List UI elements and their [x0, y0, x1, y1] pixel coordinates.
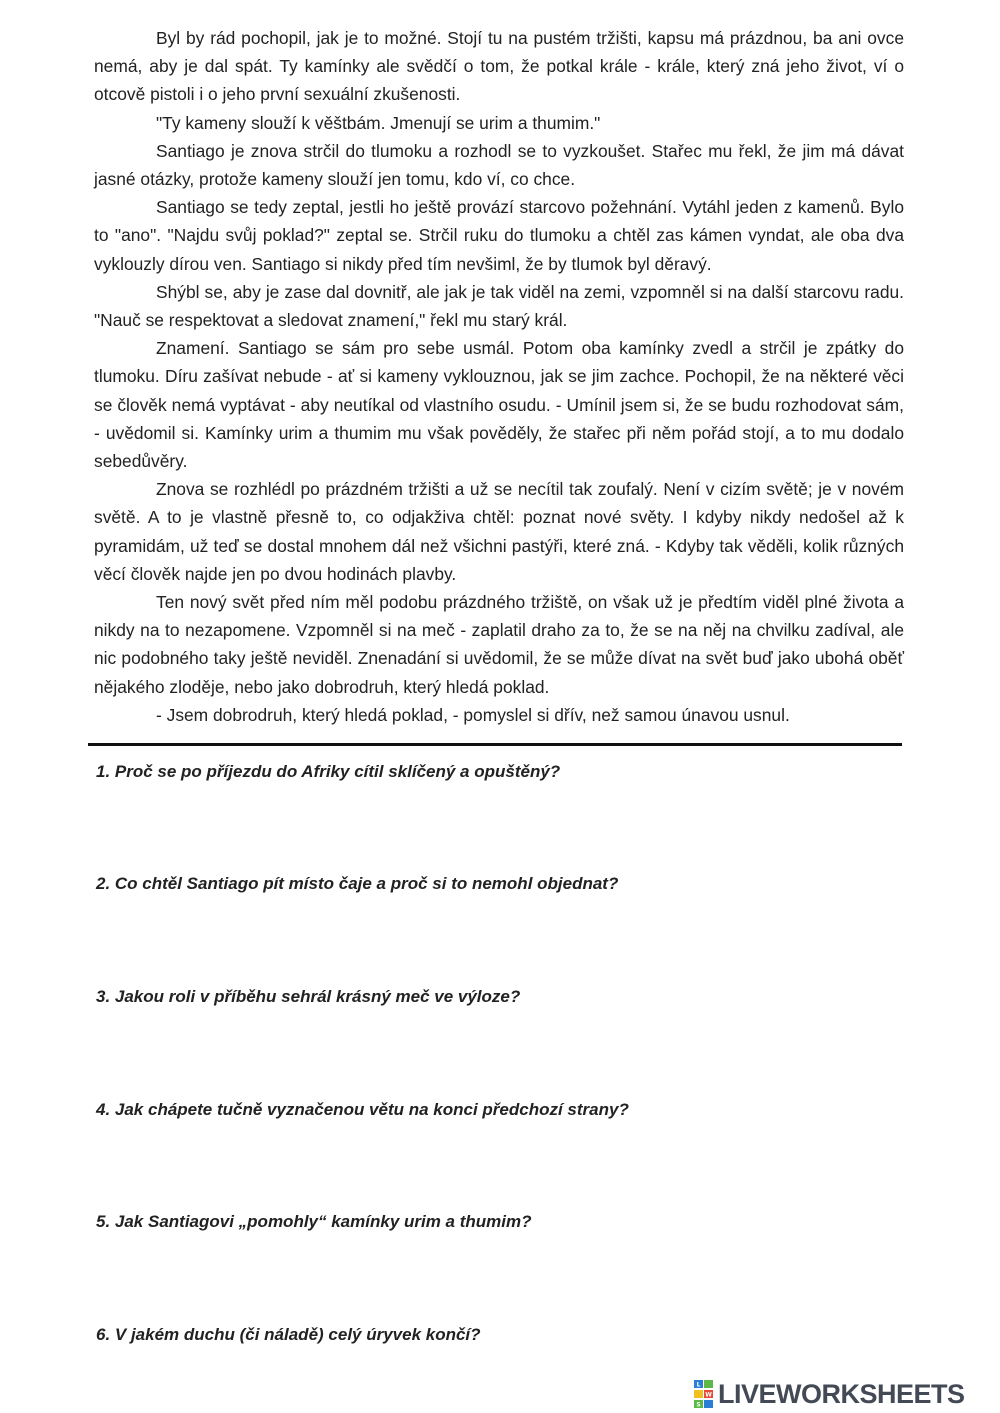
reading-passage: [94, 24, 904, 729]
section-divider: [88, 743, 902, 746]
passage-paragraph: "Ty kameny slouží k věštbám. Jmenují se urim a thumim.": [156, 112, 601, 133]
passage-paragraph: Znamení. Santiago se sám pro sebe usmál. Potom oba kamínky zvedl a strčil je zpátky do tlumoku. Díru zašívat nebude - ať si kameny vyklouznou, jak se jim zachce. Pochopil, že na některé věci se člověk nemá vyptávat - aby neutíkal od vlastního osudu. - Umínil jsem si, že se budu rozhodovat sám, - uvědomil si. Kamínky urim a thumim mu však pověděly, že stařec při něm pořád stojí, a to mu dodalo sebedůvěry.: [94, 338, 904, 472]
question-4: 4. Jak chápete tučně vyznačenou větu na konci předchozí strany?: [96, 1100, 629, 1119]
passage-paragraph: Znova se rozhlédl po prázdném tržišti a už se necítil tak zoufalý. Není v cizím světě; je v novém světě. A to je vlastně přesně to, co odjakživa chtěl: poznat nové světy. I kdyby nikdy nedošel až k pyramidám, už teď se dostal mnohem dál než všichni pastýři, které zná. - Kdyby tak věděli, kolik různých věcí člověk najde jen po dvou hodinách plavby.: [94, 479, 904, 584]
passage-paragraph: Santiago se tedy zeptal, jestli ho ještě provází starcovo požehnání. Vytáhl jeden z kamenů. Bylo to "ano". "Najdu svůj poklad?" zeptal se. Strčil ruku do tlumoku a chtěl zas kámen vyndat, ale oba dva vyklouzly dírou ven. Santiago si nikdy před tím nevšiml, že by tlumok byl děravý.: [94, 197, 904, 274]
passage-paragraph: Santiago je znova strčil do tlumoku a rozhodl se to vyzkoušet. Stařec mu řekl, že jim má dávat jasné otázky, protože kameny slouží jen tomu, kdo ví, co chce.: [94, 140, 904, 190]
liveworksheets-logo-text: LIVEWORKSHEETS: [718, 1378, 965, 1409]
passage-paragraph: Ten nový svět před ním měl podobu prázdného tržiště, on však už je předtím viděl plné života a nikdy na to nezapomene. Vzpomněl si na meč - zaplatil draho za to, že se na něj na chvilku zadíval, ale nic podobného taky ještě neviděl. Znenadání si uvědomil, že se může dívat na svět buď jako ubohá oběť nějakého zloděje, nebo jako dobrodruh, který hledá poklad.: [94, 592, 904, 697]
passage-paragraph: - Jsem dobrodruh, který hledá poklad, - pomyslel si dřív, než samou únavou usnul.: [156, 704, 790, 725]
question-6: 6. V jakém duchu (či náladě) celý úryvek končí?: [96, 1325, 481, 1344]
passage-paragraph: Byl by rád pochopil, jak je to možné. Stojí tu na pustém tržišti, kapsu má prázdnou, ba ani ovce nemá, aby je dal spát. Ty kamínky ale svědčí o tom, že potkal krále - krále, který zná jeho život, ví o otcově pistoli i o jeho první sexuální zkušenosti.: [94, 28, 904, 105]
liveworksheets-logo: [694, 1377, 965, 1411]
svg-text:W: W: [705, 1391, 712, 1399]
passage-paragraph: Shýbl se, aby je zase dal dovnitř, ale jak je tak viděl na zemi, vzpomněl si na další starcovu radu. "Nauč se respektovat a sledovat znamení," řekl mu starý král.: [94, 281, 904, 331]
svg-text:L: L: [696, 1381, 701, 1389]
question-1: 1. Proč se po příjezdu do Afriky cítil sklíčený a opuštěný?: [96, 762, 561, 781]
svg-text:S: S: [696, 1401, 701, 1408]
question-3: 3. Jakou roli v příběhu sehrál krásný meč ve výloze?: [96, 987, 521, 1006]
question-5: 5. Jak Santiagovi „pomohly“ kamínky urim a thumim?: [96, 1212, 532, 1231]
question-2: 2. Co chtěl Santiago pít místo čaje a proč si to nemohl objednat?: [96, 874, 619, 893]
liveworksheets-logo-icon: [694, 1380, 714, 1408]
